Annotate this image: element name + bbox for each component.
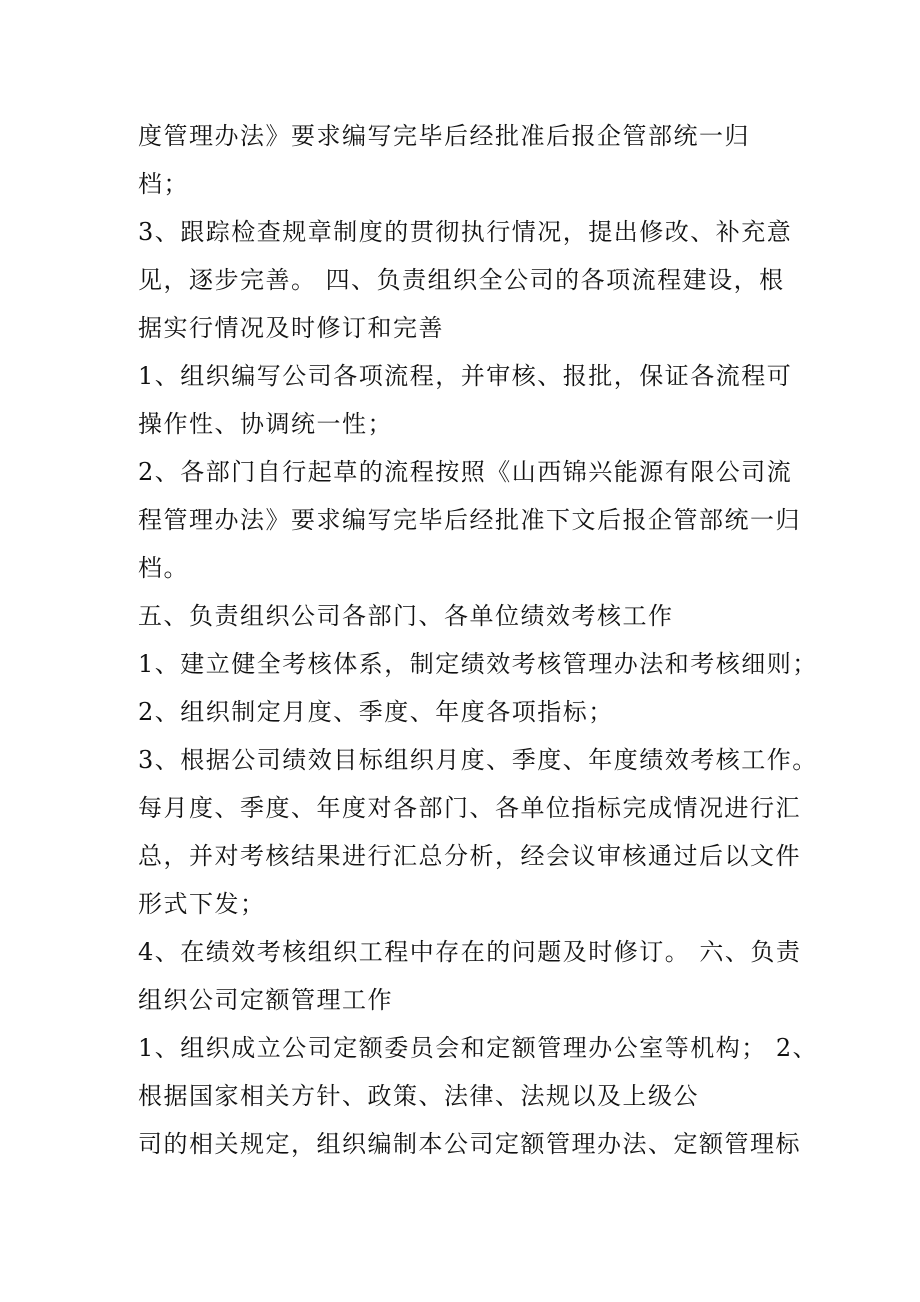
text-line: 操作性、协调统一性； — [138, 410, 393, 438]
text-line: 组织公司定额管理工作 — [138, 986, 393, 1014]
text-line: 档； — [138, 170, 189, 198]
section-heading: 五、负责组织公司各部门、各单位绩效考核工作 — [138, 602, 674, 630]
text-line: 程管理办法》要求编写完毕后经批准下文后报企管部统一归 — [138, 506, 801, 534]
text-line: 见，逐步完善。 四、负责组织全公司的各项流程建设，根 — [138, 266, 785, 294]
text-line: 司的相关规定，组织编制本公司定额管理办法、定额管理标 — [138, 1130, 801, 1158]
text-line: 根据国家相关方针、政策、法律、法规以及上级公 — [138, 1082, 699, 1110]
text-line: 2、组织制定月度、季度、年度各项指标； — [138, 698, 614, 726]
text-line: 形式下发； — [138, 890, 266, 918]
text-line: 档。 — [138, 554, 189, 582]
text-line: 3、根据公司绩效目标组织月度、季度、年度绩效考核工作。 — [138, 746, 818, 774]
text-line: 1、组织成立公司定额委员会和定额管理办公室等机构； 2、 — [138, 1034, 819, 1062]
text-line: 2、各部门自行起草的流程按照《山西锦兴能源有限公司流 — [138, 458, 793, 486]
text-line: 总，并对考核结果进行汇总分析，经会议审核通过后以文件 — [138, 842, 801, 870]
text-line: 据实行情况及时修订和完善 — [138, 314, 444, 342]
text-line: 3、跟踪检查规章制度的贯彻执行情况，提出修改、补充意 — [138, 218, 793, 246]
text-line: 1、组织编写公司各项流程，并审核、报批，保证各流程可 — [138, 362, 793, 390]
text-line: 度管理办法》要求编写完毕后经批准后报企管部统一归 — [138, 122, 750, 150]
text-line: 每月度、季度、年度对各部门、各单位指标完成情况进行汇 — [138, 794, 801, 822]
text-line: 1、建立健全考核体系，制定绩效考核管理办法和考核细则； — [138, 650, 818, 678]
document-body — [138, 112, 818, 1168]
text-line: 4、在绩效考核组织工程中存在的问题及时修订。 六、负责 — [138, 938, 802, 966]
